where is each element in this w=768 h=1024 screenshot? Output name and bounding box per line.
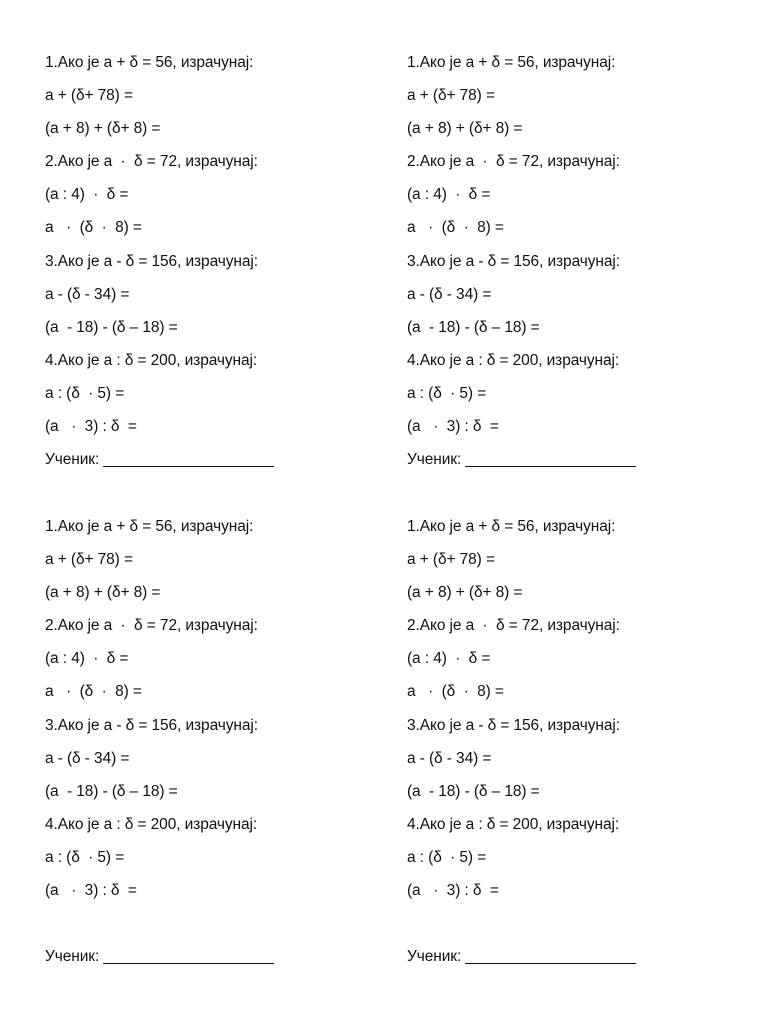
- task-3-expression-1: а - (δ - 34) =: [45, 749, 130, 767]
- task-1-heading: 1.Ако је а + δ = 56, израчунај:: [45, 54, 254, 71]
- task-2-expression-1: (а : 4) · δ =: [45, 650, 129, 668]
- worksheet-bottom-right: [407, 510, 747, 973]
- task-2-expression-2: а · (δ · 8) =: [45, 219, 142, 237]
- task-1-expression-1: а + (δ+ 78) =: [407, 87, 495, 105]
- task-3-expression-1: а - (δ - 34) =: [407, 285, 492, 303]
- task-3-heading: 3.Ако је а - δ = 156, израчунај:: [407, 716, 620, 734]
- task-3-heading: 3.Ако је а - δ = 156, израчунај:: [45, 252, 258, 270]
- task-3-expression-2: (а - 18) - (δ – 18) =: [45, 318, 178, 336]
- task-1-expression-2: (а + 8) + (δ+ 8) =: [45, 120, 161, 138]
- task-2-expression-2: а · (δ · 8) =: [407, 683, 504, 701]
- blank-spacer: [45, 907, 385, 940]
- task-1-expression-1: а + (δ+ 78) =: [407, 551, 495, 569]
- task-3-expression-1: а - (δ - 34) =: [407, 749, 492, 767]
- task-1-heading: 1.Ако је а + δ = 56, израчунај:: [407, 518, 616, 535]
- task-3-expression-2: (а - 18) - (δ – 18) =: [45, 782, 178, 800]
- task-4-expression-2: (а · 3) : δ =: [45, 882, 137, 900]
- task-2-expression-1: (а : 4) · δ =: [45, 186, 129, 204]
- task-4-expression-1: а : (δ · 5) =: [45, 384, 125, 402]
- task-1-expression-1: а + (δ+ 78) =: [45, 551, 133, 569]
- task-3-expression-1: а - (δ - 34) =: [45, 285, 130, 303]
- task-2-expression-1: (а : 4) · δ =: [407, 650, 491, 668]
- student-name-line: Ученик: ____________________: [45, 451, 274, 469]
- task-4-heading: 4.Ако је а : δ = 200, израчунај:: [407, 351, 620, 369]
- task-1-heading: 1.Ако је а + δ = 56, израчунај:: [45, 518, 254, 535]
- blank-spacer: [407, 907, 747, 940]
- task-1-expression-2: (а + 8) + (δ+ 8) =: [407, 584, 523, 602]
- task-1-expression-2: (а + 8) + (δ+ 8) =: [45, 584, 161, 602]
- task-4-expression-2: (а · 3) : δ =: [407, 418, 499, 436]
- student-name-line: Ученик: ____________________: [45, 948, 274, 966]
- task-2-heading: 2.Ако је а · δ = 72, израчунај:: [407, 153, 620, 171]
- task-3-expression-2: (а - 18) - (δ – 18) =: [407, 318, 540, 336]
- task-3-expression-2: (а - 18) - (δ – 18) =: [407, 782, 540, 800]
- worksheet-top-right: [407, 46, 747, 476]
- task-4-heading: 4.Ако је а : δ = 200, израчунај:: [407, 815, 620, 833]
- task-2-heading: 2.Ако је а · δ = 72, израчунај:: [407, 617, 620, 635]
- task-2-heading: 2.Ако је а · δ = 72, израчунај:: [45, 617, 258, 635]
- task-4-heading: 4.Ако је а : δ = 200, израчунај:: [45, 815, 258, 833]
- task-3-heading: 3.Ако је а - δ = 156, израчунај:: [45, 716, 258, 734]
- worksheet-bottom-left: [45, 510, 385, 973]
- task-4-expression-1: а : (δ · 5) =: [407, 848, 487, 866]
- task-1-heading: 1.Ако је а + δ = 56, израчунај:: [407, 54, 616, 71]
- task-4-expression-1: а : (δ · 5) =: [45, 848, 125, 866]
- task-4-expression-2: (а · 3) : δ =: [45, 418, 137, 436]
- task-1-expression-2: (а + 8) + (δ+ 8) =: [407, 120, 523, 138]
- student-name-line: Ученик: ____________________: [407, 451, 636, 469]
- task-2-expression-2: а · (δ · 8) =: [407, 219, 504, 237]
- task-4-expression-2: (а · 3) : δ =: [407, 882, 499, 900]
- task-2-heading: 2.Ако је а · δ = 72, израчунај:: [45, 153, 258, 171]
- task-1-expression-1: а + (δ+ 78) =: [45, 87, 133, 105]
- student-name-line: Ученик: ____________________: [407, 948, 636, 966]
- task-3-heading: 3.Ако је а - δ = 156, израчунај:: [407, 252, 620, 270]
- task-4-heading: 4.Ако је а : δ = 200, израчунај:: [45, 351, 258, 369]
- worksheet-top-left: [45, 46, 385, 476]
- task-4-expression-1: а : (δ · 5) =: [407, 384, 487, 402]
- task-2-expression-2: а · (δ · 8) =: [45, 683, 142, 701]
- task-2-expression-1: (а : 4) · δ =: [407, 186, 491, 204]
